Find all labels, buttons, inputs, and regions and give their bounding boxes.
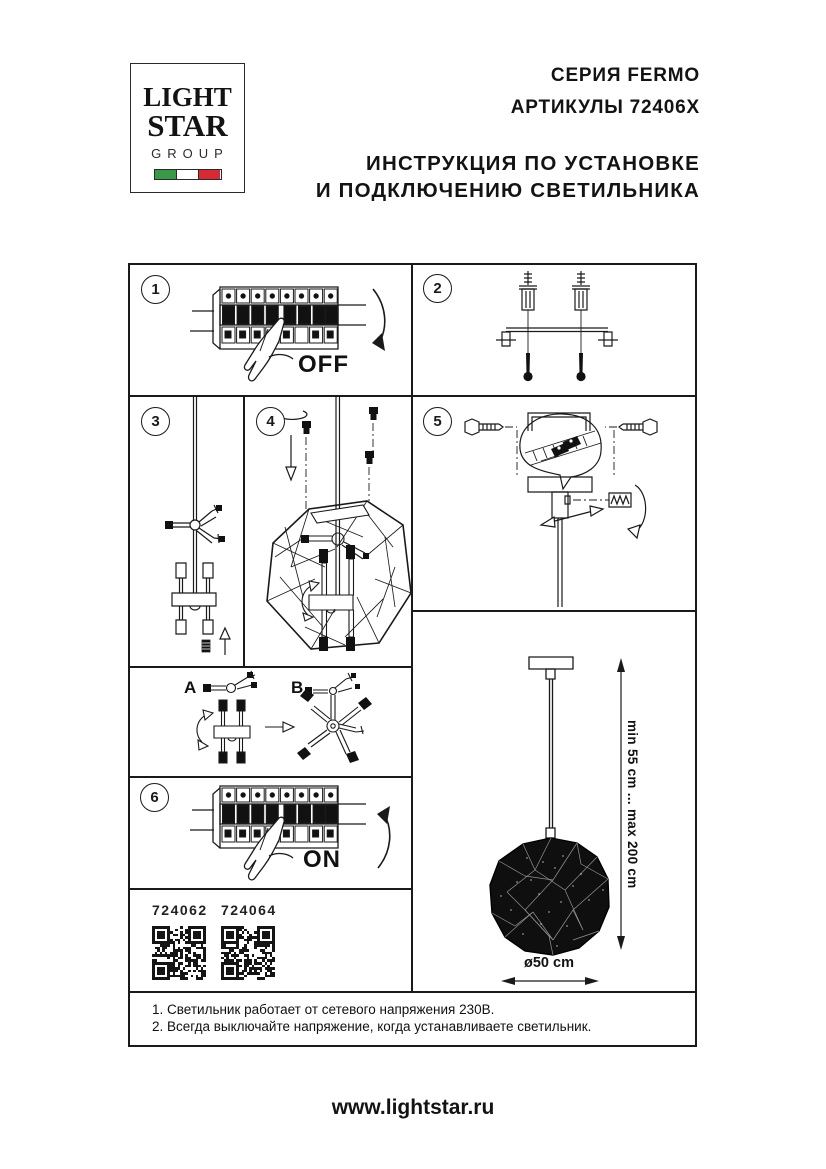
wall-anchor-right	[572, 271, 590, 310]
qr-code-724062	[152, 926, 206, 980]
switch-down-arrow-icon	[372, 289, 385, 351]
logo-word-group: GROUP	[151, 146, 229, 161]
up-arrow-icon	[220, 628, 230, 655]
lag-screw-right	[619, 419, 657, 435]
italian-flag-icon	[154, 169, 222, 180]
slide-arrow	[541, 506, 603, 527]
down-arrow-icon	[286, 435, 296, 480]
step3-number-badge: 3	[141, 407, 170, 436]
notes-panel	[130, 993, 695, 1045]
canopy-plate	[528, 477, 592, 492]
switch-up-arrow-icon	[377, 806, 390, 868]
step1-panel	[130, 265, 413, 397]
inner-rotate-arrow	[302, 581, 319, 621]
step2-panel	[413, 265, 695, 397]
flag-green	[155, 170, 176, 179]
article-codes-panel	[130, 890, 413, 993]
variant-ab-drawing	[130, 668, 411, 776]
step4-number-badge: 4	[256, 407, 285, 436]
canopy-mounting-drawing	[413, 397, 693, 610]
wall-anchor-left	[519, 271, 537, 310]
flag-red	[199, 170, 220, 179]
screw-left	[523, 353, 532, 381]
step4-panel	[245, 397, 413, 668]
off-label: OFF	[298, 351, 349, 378]
qr-code-724064	[221, 926, 275, 980]
screw-right	[576, 353, 585, 381]
step5-panel	[413, 397, 695, 612]
shade-assembly-drawing	[245, 397, 411, 666]
step6-number-badge: 6	[140, 783, 169, 812]
ceiling-canopy	[529, 657, 573, 669]
website-url: www.lightstar.ru	[331, 1096, 495, 1119]
series-title: СЕРИЯ FERMO	[550, 65, 700, 86]
logo-word-light: LIGHT	[143, 82, 232, 112]
faceted-sphere-shade	[413, 838, 609, 955]
height-dimension-arrow	[617, 658, 625, 950]
circuit-breaker-off-drawing	[130, 265, 411, 395]
step1-number-badge: 1	[141, 275, 170, 304]
suspension-rod	[550, 679, 553, 828]
step2-number-badge: 2	[423, 274, 452, 303]
note-line-1: 1. Светильник работает от сетевого напряжения 230В.	[152, 1002, 495, 1017]
lag-screw-left	[465, 419, 503, 435]
inner-spider-and-tubes	[302, 533, 365, 637]
spring-symbol	[609, 493, 631, 507]
variant-b-label: B	[291, 678, 304, 697]
mounting-bar	[496, 328, 618, 346]
pendant-lamp-drawing	[413, 612, 693, 991]
small-screw-icon	[202, 640, 210, 652]
height-range-label: min 55 cm ... max 200 cm	[625, 720, 640, 889]
article-number-left: 724062	[152, 902, 208, 918]
diagram-grid	[128, 263, 697, 1047]
article-number-right: 724064	[221, 902, 277, 918]
spider-bracket-drawing	[130, 397, 243, 666]
diameter-label: ø50 cm	[524, 955, 574, 971]
on-label: ON	[303, 846, 341, 873]
mounting-hardware-drawing	[413, 265, 693, 395]
variant-a-label: A	[184, 678, 197, 697]
circuit-breaker-on-drawing	[130, 778, 411, 888]
step3-panel	[130, 397, 245, 668]
hanging-bracket	[528, 413, 590, 431]
document-header	[316, 60, 700, 204]
flag-white	[176, 170, 199, 179]
step6-panel	[130, 778, 413, 890]
lamp-overview-panel	[413, 612, 695, 993]
variant-ab-panel	[130, 668, 413, 778]
note-line-2: 2. Всегда выключайте напряжение, когда устанавливаете светильник.	[152, 1019, 592, 1034]
rotate-arrow-a	[197, 710, 213, 750]
logo-word-star: STAR	[147, 108, 228, 143]
instruction-title-line1: ИНСТРУКЦИЯ ПО УСТАНОВКЕ	[366, 152, 700, 175]
lightstar-logo	[130, 63, 245, 193]
step5-number-badge: 5	[423, 407, 452, 436]
articles-title: АРТИКУЛЫ 72406X	[510, 97, 700, 118]
a-to-b-arrow	[265, 722, 294, 732]
instruction-title-line2: И ПОДКЛЮЧЕНИЮ СВЕТИЛЬНИКА	[315, 179, 700, 202]
diameter-dimension-arrow	[501, 977, 599, 985]
